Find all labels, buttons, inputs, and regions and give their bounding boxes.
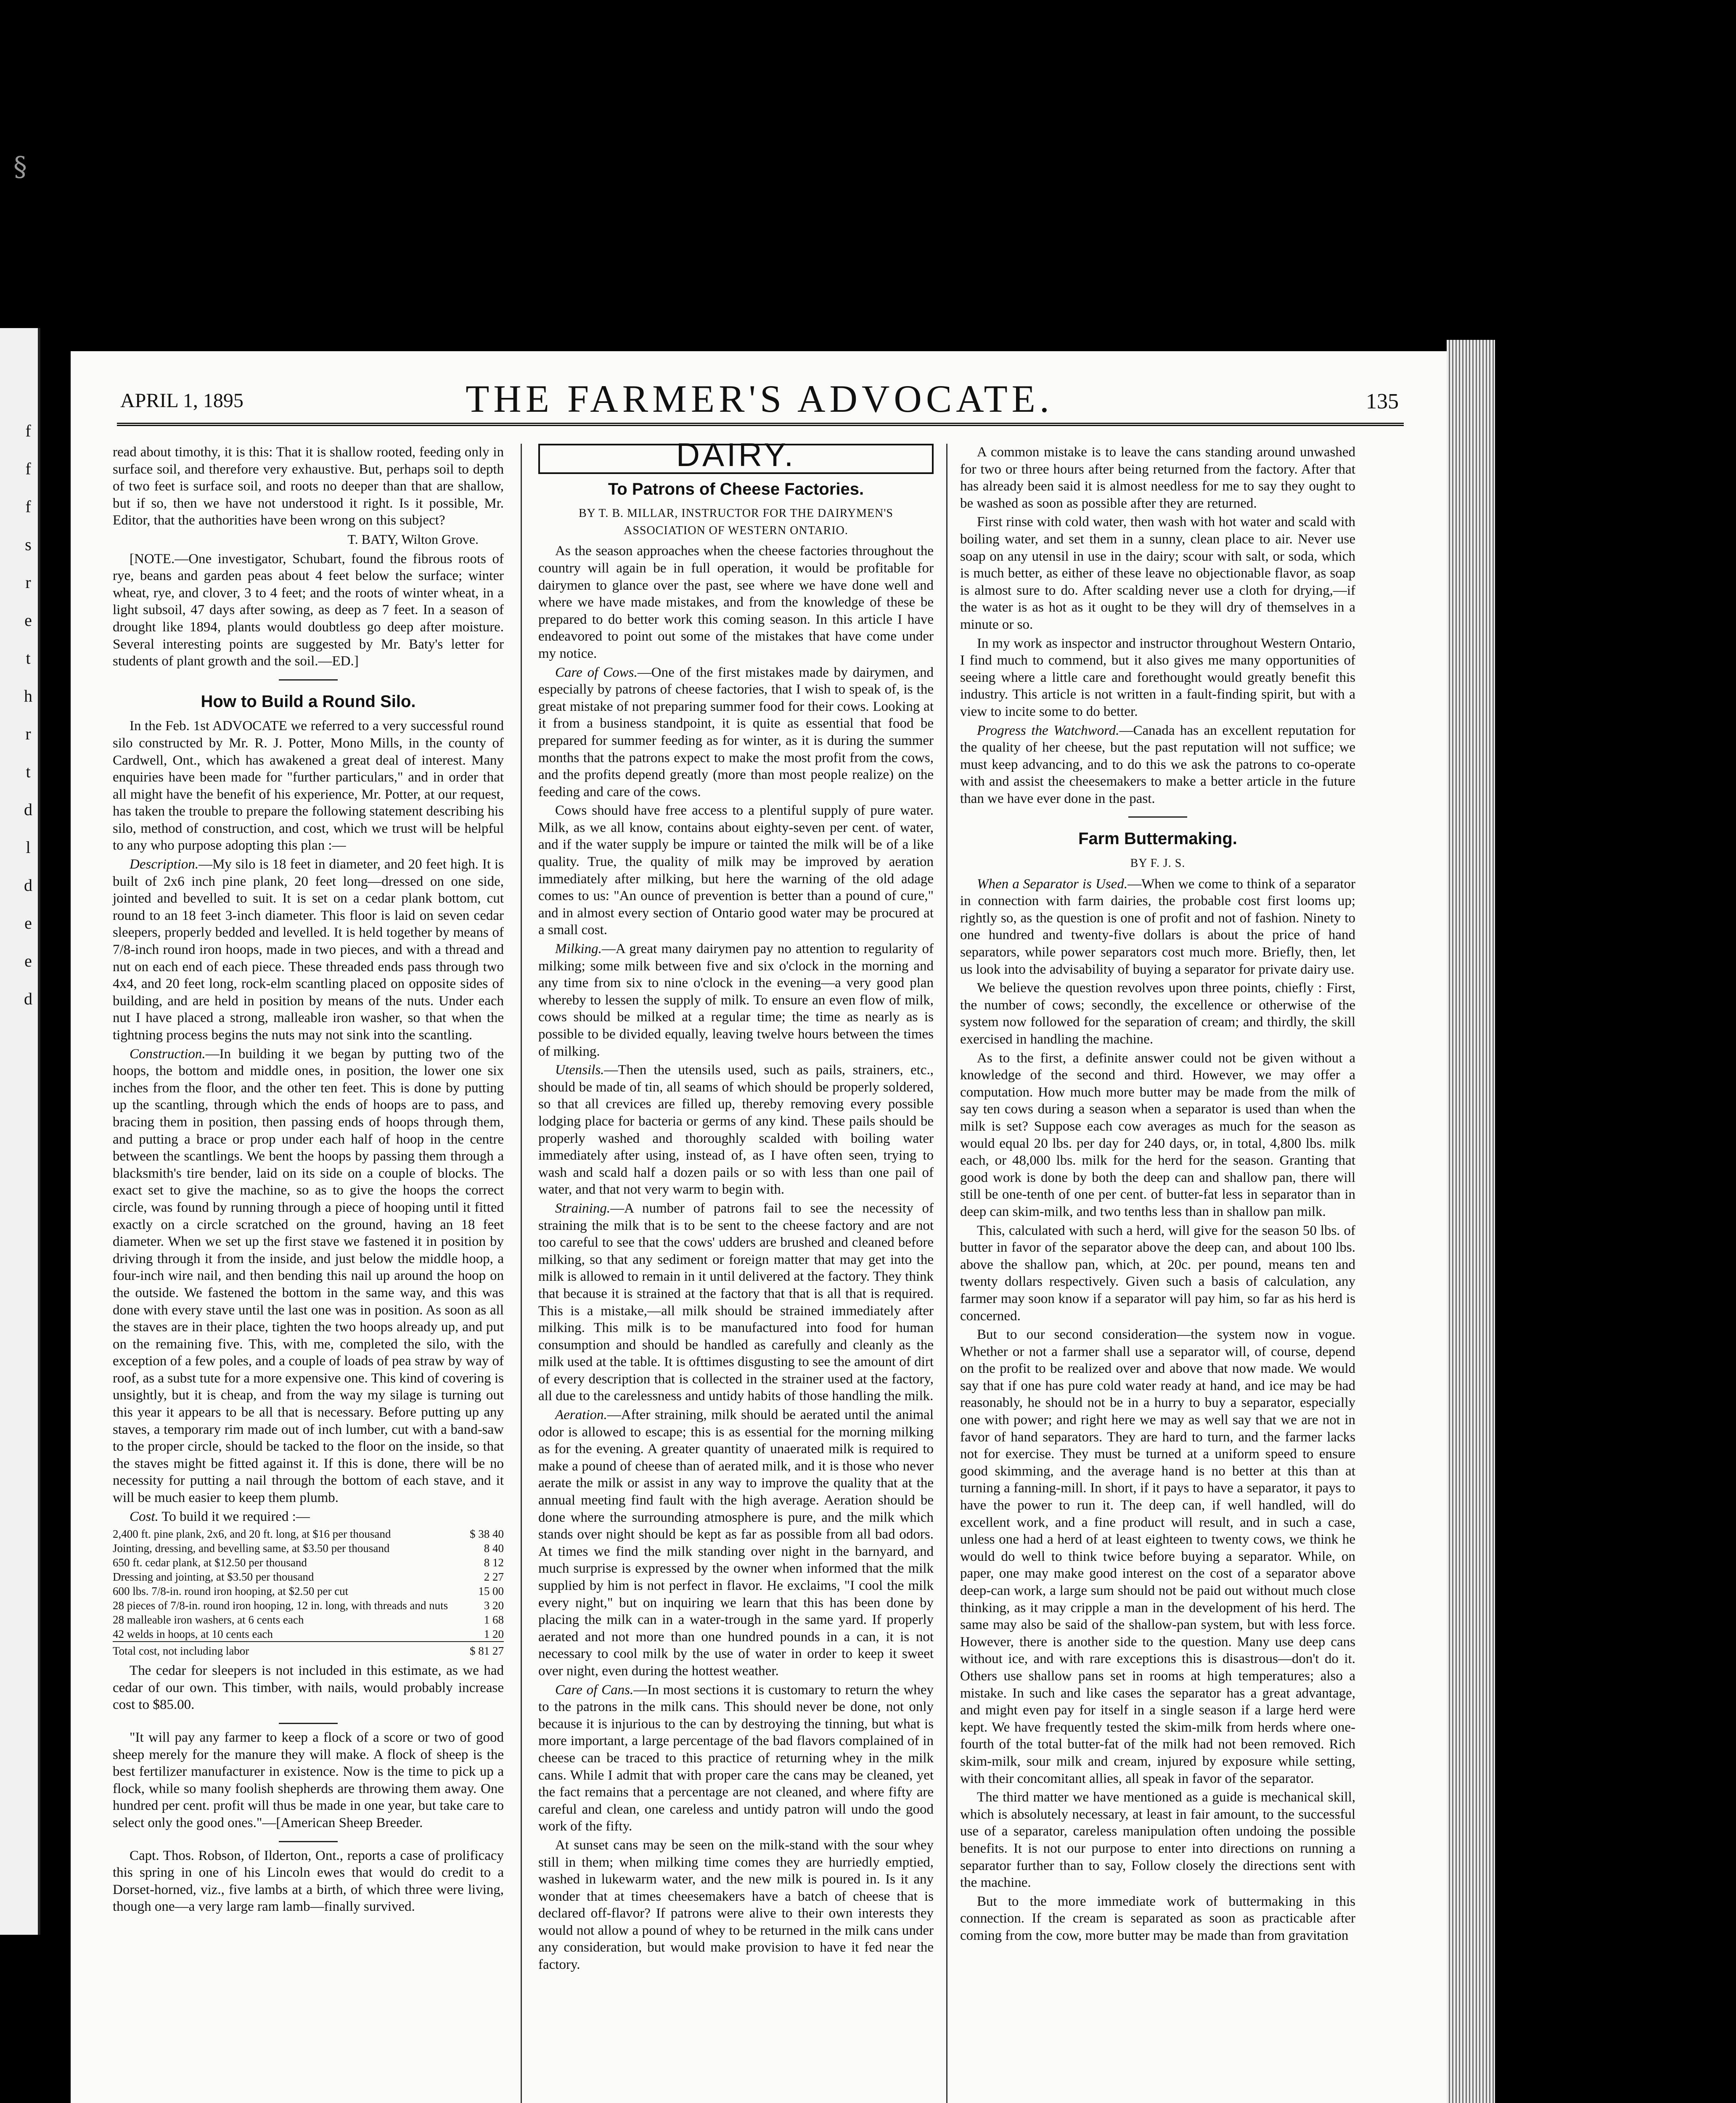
margin-letter: d [24,989,32,1008]
run-in-label: Cost. [130,1509,159,1524]
article-paragraph: First rinse with cold water, then wash with hot water and scald with boiling water, and set them in a sunny, clean place to air. Never use soap on any utensil in use in the dairy; scour with salt, or soda, which is much better, as either of these leave no objectionable flavor, as soap is almost sure to do. After scalding never use a cloth for drying,—if the water is as hot as it ought to be they will dry of themselves in a minute or so. [960,514,1355,632]
paragraph-text: —After straining, milk should be aerated until the animal odor is allowed to escape; this is as essential for the morning milking as for the evening. A greater quantity of unaerated milk is required to make a pound of cheese than of aerated milk, and it is those who never aerate the milk or assist in any way to improve the quality that at the annual meeting find fault with the high average. Aeration should be done where the surrounding atmosphere is pure, and the milk which stands over night should be kept as far as possible from all bad odors. At times we find the milk standing over night in the barnyard, and much surprise is expressed by the owner when informed that the milk supplied by him is not perfect in flavor. He exclaims, "I cool the milk every night," but on inquiring we learn that this has been done by placing the milk can in a water-trough in the same yard. If properly aerated and not more than one hundred pounds in a can, it is not necessary to cool milk by the use of water in order to keep it sweet over night, even during the hottest weather. [538,1407,934,1679]
cost-amount: 1 68 [484,1613,504,1626]
article-paragraph: This, calculated with such a herd, will give for the season 50 lbs. of butter in favor of the separator above the deep can, and about 100 lbs. above the shallow pan, which, at 20c. per pound, means ten and twenty dollars respectively. Given such a basis of calculation, any farmer may soon know if a separator will pay him, so far as his herd is concerned. [960,1223,1355,1324]
cost-row [113,1584,504,1598]
column-right [960,444,1355,1946]
paragraph-text: —Then the utensils used, such as pails, strainers, etc., should be made of tin, all seams of which should be properly soldered, so that all crevices are filled up, thereby removing every possible lodging place for bacteria or germs of any kind. These pails should be properly washed and thoroughly scalded with boiling water immediately after using, instead of, as I have often seen, trying to wash and scald half a dozen pails or so with less than one pail of water, and that not very warm to begin with. [538,1062,934,1197]
cost-row [113,1541,504,1555]
paragraph-text: —In most sections it is customary to return the whey to the patrons in the milk cans. This should never be done, not only because it is injurious to the can by destroying the tinning, but what is more important, a large percentage of the bad flavors complained of in cheese can be traced to this practice of returning whey in the milk cans. While I admit that with proper care the cans may be cleaned, yet the fact remains that a percentage are not cleaned, and where fifty are careful and clean, one careless and untidy patron will undo the good work of the fifty. [538,1682,934,1834]
cost-item: Jointing, dressing, and bevelling same, at $3.50 per thousand [113,1542,390,1555]
cost-amount: 8 40 [484,1542,504,1555]
letter-text: read about timothy, it is this: That it is shallow rooted, feeding only in surface soil, and therefore very exhaustive. But, perhaps soil to depth of two feet is surface soil, and roots no deeper than that are shallow, but if so, then we have not understood it right. Is it possible, Mr. Editor, that the authorities have been wrong on this subject? [113,445,504,528]
cost-row [113,1613,504,1627]
cost-amount: 8 12 [484,1556,504,1569]
section-title: DAIRY. [676,436,796,473]
run-in-label: Aeration. [555,1407,607,1423]
issue-date: APRIL 1, 1895 [120,389,243,412]
stray-pencil-mark: § [13,151,27,183]
cost-item: 2,400 ft. pine plank, 2x6, and 20 ft. long, at $16 per thousand [113,1528,391,1541]
article-separator [279,679,338,681]
margin-letter: f [25,497,31,516]
margin-letter: f [25,459,31,478]
article-paragraph: A common mistake is to leave the cans standing around unwashed for two or three hours after being returned from the factory. After that has already been said it is almost needless for me to say they ought to be washed as soon as possible after they are returned. [960,445,1355,511]
margin-letter: s [25,535,32,554]
article-paragraph [538,1062,934,1198]
cost-amount: 15 00 [478,1585,504,1598]
column-left [113,444,504,1917]
sheep-quote: "It will pay any farmer to keep a flock of a score or two of good sheep merely for the manure they will make. A flock of sheep is the best fertilizer manufacturer in existence. Now is the time to pick up a flock, while so many foolish shepherds are throwing them away. One hundred per cent. profit will thus be made in one year, but take care to select only the good ones."—[American Sheep Breeder. [113,1730,504,1830]
paragraph-text: —A number of patrons fail to see the necessity of straining the milk that is to be sent to the cheese factory and are not too careful to see that the cows' udders are brushed and cleaned before milking, so that any sediment or foreign matter that may get into the milk is allowed to remain in it until delivered at the factory. They think that because it is strained at the factory that that is all that is required. This is a mistake,—all milk should be strained immediately after milking. This milk is to be manufactured into food for human consumption and should be handled as carefully and cleanly as the milk used at the table. It is ofttimes disgusting to see the amount of dirt of every description that is collected in the strainer used at the factory, all due to the carelessness and untidy habits of those handling the milk. [538,1200,934,1404]
article-paragraph: We believe the question revolves upon three points, chiefly : First, the number of cows; secondly, the excellence or otherwise of the system now followed for the separation of cream; and thirdly, the skill exercised in handling the machine. [960,980,1355,1047]
margin-letter: t [26,762,31,781]
letter-signature: T. BATY, Wilton Grove. [347,531,479,547]
margin-letter: r [25,573,31,592]
article-paragraph [538,1682,934,1835]
article-byline: BY F. J. S. [1130,857,1186,870]
margin-letter: h [24,686,32,705]
margin-letter: d [24,876,32,895]
cost-row [113,1570,504,1584]
cost-item: 28 malleable iron washers, at 6 cents each [113,1613,304,1626]
article-paragraph [113,856,504,1044]
cost-total-row [113,1642,504,1658]
column-rule [521,444,522,2103]
paragraph-text: —Canada has an excellent reputation for the quality of her cheese, but the past reputation will not suffice; we must keep advancing, and to do this we ask the patrons to co-operate with and assist the cheesemakers to make a better article in the future than we have ever done in the past. [960,723,1355,806]
article-separator [279,1723,338,1724]
article-heading-buttermaking: Farm Buttermaking. [1078,829,1237,848]
article-paragraph: The cedar for sleepers is not included in this estimate, as we had cedar of our own. This timber, with nails, would probably increase cost to $85.00. [113,1663,504,1713]
article-separator [279,1841,338,1842]
article-paragraph: In my work as inspector and instructor throughout Western Ontario, I find much to commend, but it also gives me many opportunities of seeing where a little care and forethought would greatly benefit this industry. This article is not written in a fault-finding spirit, but with a view to incite some to do better. [960,636,1355,719]
run-in-label: Straining. [555,1200,611,1216]
article-paragraph [960,876,1355,978]
cost-amount: 2 27 [484,1571,504,1584]
run-in-label: Milking. [555,941,602,957]
margin-letter: e [24,611,32,630]
article-paragraph: In the Feb. 1st ADVOCATE we referred to a very successful round silo constructed by Mr. R. J. Potter, Mono Mills, in the county of Cardwell, Ont., which has awakened a great deal of interest. Many enquiries have been made for "further particulars," and in order that all might have the benefit of his experience, Mr. Potter, at our request, has taken the trouble to prepare the following statement describing his silo, method of construction, and cost, which we trust will be helpful to any who purpose adopting this plan :— [113,718,504,853]
article-heading-cheese: To Patrons of Cheese Factories. [608,479,864,498]
cost-row [113,1598,504,1613]
margin-letter: r [25,724,31,743]
cost-amount: 3 20 [484,1599,504,1612]
run-in-label: Care of Cans. [555,1682,634,1698]
margin-letter: d [24,800,32,819]
editor-note: [NOTE.—One investigator, Schubart, found the fibrous roots of rye, beans and garden peas about 4 feet below the surface; winter wheat, rye, and clover, 3 to 4 feet; and the roots of winter wheat, in a light subsoil, 47 days after sowing, as deep as 7 feet. In a season of drought like 1894, plants would doubtless go deep after moisture. Several interesting points are suggested by Mr. Baty's letter for students of plant growth and the soil.—ED.] [113,551,504,669]
run-in-label: Utensils. [555,1062,604,1078]
cost-item: 600 lbs. 7/8-in. round iron hooping, at $2.50 per cut [113,1585,349,1598]
newspaper-page [71,351,1447,2103]
margin-letter: t [26,649,31,667]
header-rule [117,423,1404,426]
run-in-label: When a Separator is Used. [977,876,1128,892]
article-paragraph [960,722,1355,808]
paragraph-text: —My silo is 18 feet in diameter, and 20 feet high. It is built of 2x6 inch pine plank, 20 feet long—dressed on one side, jointed and bevelled to suit. It is set on a cedar plank bottom, cut round to an 18 feet 3-inch diameter. This floor is laid on seven cedar sleepers, properly bedded and levelled. It is held together by means of 7/8-inch round iron hoops, made in two pieces, and with a thread and nut on each end of each piece. These threaded ends pass through two 4x4, and 20 feet long, rock-elm scantling placed on opposite sides of building, and are held in position by means of the nuts. Under each nut I have placed a strong, malleable iron washer, so that when the tightning process begins the nuts may not sink into the scantling. [113,857,504,1043]
article-paragraph [113,1508,504,1526]
cost-row [113,1555,504,1570]
cost-amount: $ 38 40 [470,1528,504,1541]
masthead-title: THE FARMER'S ADVOCATE. [466,377,1053,420]
article-paragraph [113,1046,504,1507]
cost-item: 42 welds in hoops, at 10 cents each [113,1628,273,1641]
article-separator [1128,816,1187,818]
paragraph-text: —One of the first mistakes made by dairymen, and especially by patrons of cheese factories, that I wish to speak of, is the great mistake of not preparing summer food for their cows. Looking at it from a business standpoint, it is quite as essential that food be prepared for summer feeding as for winter, as it is during the summer months that the patrons expect to make the most profit from the cows, and the profits depend greatly (more than most people realize) on the feeding and care of the cows. [538,665,934,800]
article-paragraph: But to our second consideration—the system now in vogue. Whether or not a farmer shall use a separator will, of course, depend on the profit to be realized over and above that now made. We would say that if one has pure cold water ready at hand, and ice may be had reasonably, he should not be in a hurry to buy a separator, especially one with power; and right here we may as well say that we are not in favor of hand separators. They are hard to turn, and the farmer lacks not for exercise. They must be turned at a uniform speed to ensure good skimming, and the average hand is no better at this than at turning a fanning-mill. In short, if it pays to have a separator, it pays to have the power to run it. The deep can, if well handled, will do excellent work, and a fine product will result, and in such a case, unless one had a herd of at least eighteen to twenty cows, we think he would do well to think twice before buying a separator. While, on paper, one may make good interest on the cost of a separator above deep-can work, a large sum should not be paid out without much close thinking, as it may cripple a man in the development of his herd. The same may also be said of the shallow-pan system, but with less force. However, there is another side to the question. Many use deep cans without ice, and with rare exceptions this is disastrous—don't do it. Others use shallow pans set in rooms at high temperatures; also a mistake. In such and like cases the separator has a great advantage, and might even pay for itself in a single season if a large herd were kept. We have frequently tested the skim-milk from herds where one-fourth of the total butter-fat of the milk had not been removed. Rich skim-milk, sour milk and cream, injured by exposure while setting, with their concomitant allies, all speak in favor of the separator. [960,1327,1355,1786]
cost-table [113,1527,504,1658]
article-paragraph: As to the first, a definite answer could not be given without a knowledge of the second and third. However, we may offer a computation. How much more butter may be made from the milk of say ten cows during a season when a separator is used than when the milk is set? Suppose each cow averages as much for the season as would equal 20 lbs. per day for 240 days, or, in total, 4,800 lbs. milk each, or 48,000 lbs. milk for the herd for the season. Granting that good work is done by both the deep can and shallow pan, there will still be one-tenth of one per cent. of butter-fat less in separator than in deep can skim-milk, and two tenths less than in shallow pan milk. [960,1050,1355,1219]
cost-item: Dressing and jointing, at $3.50 per thousand [113,1571,314,1584]
paragraph-text: To build it we required :— [161,1509,310,1524]
paragraph-text: —A great many dairymen pay no attention to regularity of milking; some milk between five and six o'clock in the morning and any time from six to nine o'clock in the evening—a very good plan whereby to lessen the supply of milk. To ensure an even flow of milk, cows should be milked at a regular time; the time as nearly as is possible to be divided equally, leaving twelve hours between the times of milking. [538,941,934,1059]
margin-letter: e [24,914,32,932]
article-byline: BY T. B. MILLAR, INSTRUCTOR FOR THE DAIRYMEN'S ASSOCIATION OF WESTERN ONTARIO. [578,507,893,537]
article-paragraph: But to the more immediate work of buttermaking in this connection. If the cream is separated as soon as practicable after coming from the cow, more butter may be made than from gravitation [960,1894,1355,1943]
article-paragraph [538,1200,934,1405]
article-paragraph: The third matter we have mentioned as a guide is mechanical skill, which is absolutely necessary, at least in fair amount, to the successful use of a separator, careless manipulation often undoing the possible benefits. It is not our purpose to enter into directions on running a separator further than to say, Follow closely the directions sent with the machine. [960,1790,1355,1891]
page-number: 135 [1366,389,1399,413]
cost-amount: 1 20 [484,1628,504,1641]
cost-item: 650 ft. cedar plank, at $12.50 per thousand [113,1556,307,1569]
run-in-label: Construction. [130,1046,206,1062]
cost-item: 28 pieces of 7/8-in. round iron hooping, 12 in. long, with threads and nuts [113,1599,448,1612]
section-banner [538,436,934,474]
adjacent-page-margin-letters [22,412,34,1018]
cost-row [113,1527,504,1541]
paragraph-text: —When we come to think of a separator in connection with farm dairies, the probable cost first looms up; rightly so, as the question is one of profit and not of fashion. Ninety to one hundred and twenty-five dollars is about the price of hand separators, while power separators cost much more. Briefly, then, let us look into the advisability of buying a separator for private dairy use. [960,876,1356,977]
column-middle [538,436,934,1975]
adjacent-page-edge [0,328,40,1935]
article-paragraph: Cows should have free access to a plentiful supply of pure water. Milk, as we all know, contains about eighty-seven per cent. of water, and if the water supply be impure or tainted the milk will be of a like quality. True, the quality of milk may be improved by aeration immediately after milking, but here the warning of the old adage comes to us: "An ounce of prevention is better than a pound of cure," and in almost every section of Ontario good water may be procured at a small cost. [538,803,934,938]
article-paragraph [538,940,934,1060]
robson-note: Capt. Thos. Robson, of Ilderton, Ont., reports a case of prolificacy this spring in one of his Lincoln ewes that would do credit to a Dorset-horned, viz., five lambs at a birth, of which three were living, though one—a very large ram lamb—finally survived. [113,1848,504,1915]
margin-letter: e [24,951,32,970]
paragraph-text: —In building it we began by putting two of the hoops, the bottom and middle ones, in position, the lower one six inches from the floor, and the other ten feet. This is done by putting up the scantling, through which the ends of hoops are to pass, and bracing them in position, then passing ends of hoops through them, and putting a brace or prop under each half of hoop in the centre between the scantlings. We bent the hoops by passing them through a blacksmith's tire bender, laid on its side on a couple of blocks. The exact set to give the machine, so as to give the hoops the correct circle, was found by running through a piece of hooping until it fitted exactly on a circle scratched on the ground, having an 18 feet diameter. When we set up the first stave we fastened it in position by driving through it from the inside, and just below the middle hoop, a four-inch wire nail, and then bending this nail up around the hoop on the outside. We fastened the bottom in the same way, and this was done with every stave until the last one was in position. As soon as all the staves are in their place, tighten the two hoops already up, and put on the remaining five. This, with me, completed the silo, with the exception of a few poles, and a couple of loads of pea straw by way of roof, as a subst tute for a more expensive one. This kind of covering is unsightly, but it is cheap, and from the way my silage is turning out this year it appears to be all that is necessary. Before putting up any staves, a temporary rim made out of inch lumber, cut with a band-saw to the proper circle, should be tacked to the floor on the inside, so that the staves might be fitted against it. If this is done, there will be no necessity for putting a nail through the bottom of each stave, and it will be much easier to keep them plumb. [113,1046,504,1506]
cost-row [113,1627,504,1642]
article-paragraph [538,664,934,801]
book-page-edges [1447,340,1495,2103]
cost-total-amount: $ 81 27 [458,1642,504,1658]
margin-letter: f [25,421,31,440]
run-in-label: Care of Cows. [555,665,638,680]
margin-letter: l [26,838,31,857]
article-paragraph: At sunset cans may be seen on the milk-stand with the sour whey still in them; when milking time comes they are hurriedly emptied, washed in lukewarm water, and the new milk is poured in. Is it any wonder that at times cheesemakers have a batch of cheese that is declared off-flavor? If patrons were alive to their own interests they would not allow a pound of whey to be returned in the milk cans under any consideration, but would make provision to have it fed near the factory. [538,1837,934,1973]
page-header [120,376,1399,423]
article-paragraph: As the season approaches when the cheese factories throughout the country will again be in full operation, it would be profitable for dairymen to glance over the past, see where we have done well and where we have made mistakes, and from the knowledge of these be prepared to do better work this coming season. In this article I have endeavored to point out some of the mistakes that have come under my notice. [538,543,934,661]
run-in-label: Progress the Watchword. [977,723,1119,738]
article-heading-silo: How to Build a Round Silo. [201,692,416,711]
article-paragraph [538,1406,934,1680]
cost-total-label: Total cost, not including labor [113,1642,458,1658]
column-rule [946,444,947,2103]
run-in-label: Description. [130,857,199,872]
